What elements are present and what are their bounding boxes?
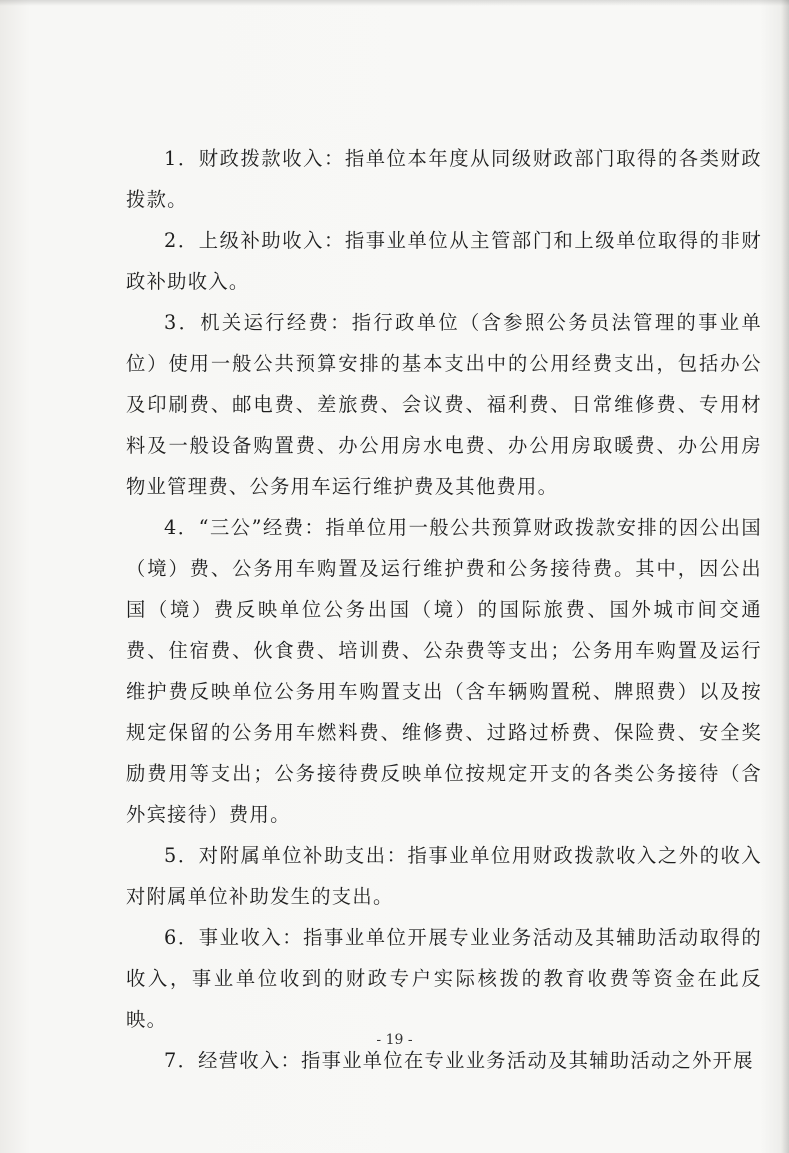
paragraph-financial-appropriation-income: 1．财政拨款收入：指单位本年度从同级财政部门取得的各类财政拨款。 xyxy=(126,147,762,211)
paragraph-operating-income: 7．经营收入：指事业单位在专业业务活动及其辅助活动之外开展 xyxy=(164,1049,754,1072)
paragraph-three-public-expenses: 4．“三公”经费：指单位用一般公共预算财政拨款安排的因公出国（境）费、公务用车购置及运行维护费和公务接待费。其中，因公出国（境）费反映单位公务出国（境）的国际旅费、国外城市间交通费、住宿费、伙食费、培训费、公杂费等支出；公务用车购置及运行维护费反映单位公务用车购置支出（含车辆购置税、牌照费）以及按规定保留的公务用车燃料费、维修费、过路过桥费、保险费、安全奖励费用等支出；公务接待费反映单位按规定开支的各类公务接待（含外宾接待）费用。 xyxy=(126,516,762,826)
scan-right-shadow xyxy=(781,0,789,1153)
body-text xyxy=(126,138,762,1081)
paragraph-superior-subsidy-income: 2．上级补助收入：指事业单位从主管部门和上级单位取得的非财政补助收入。 xyxy=(126,229,762,293)
scan-top-shadow xyxy=(0,0,789,6)
paragraph-business-income: 6．事业收入：指事业单位开展专业业务活动及其辅助活动取得的收入，事业单位收到的财政专户实际核拨的教育收费等资金在此反映。 xyxy=(126,926,762,1031)
page-number: - 19 - xyxy=(376,1032,413,1048)
paragraph-agency-operating-expenses: 3．机关运行经费：指行政单位（含参照公务员法管理的事业单位）使用一般公共预算安排的基本支出中的公用经费支出，包括办公及印刷费、邮电费、差旅费、会议费、福利费、日常维修费、专用材料及一般设备购置费、办公用房水电费、办公用房取暖费、办公用房物业管理费、公务用车运行维护费及其他费用。 xyxy=(126,311,762,498)
paragraph-subsidiary-unit-subsidy: 5．对附属单位补助支出：指事业单位用财政拨款收入之外的收入对附属单位补助发生的支出。 xyxy=(126,844,762,908)
